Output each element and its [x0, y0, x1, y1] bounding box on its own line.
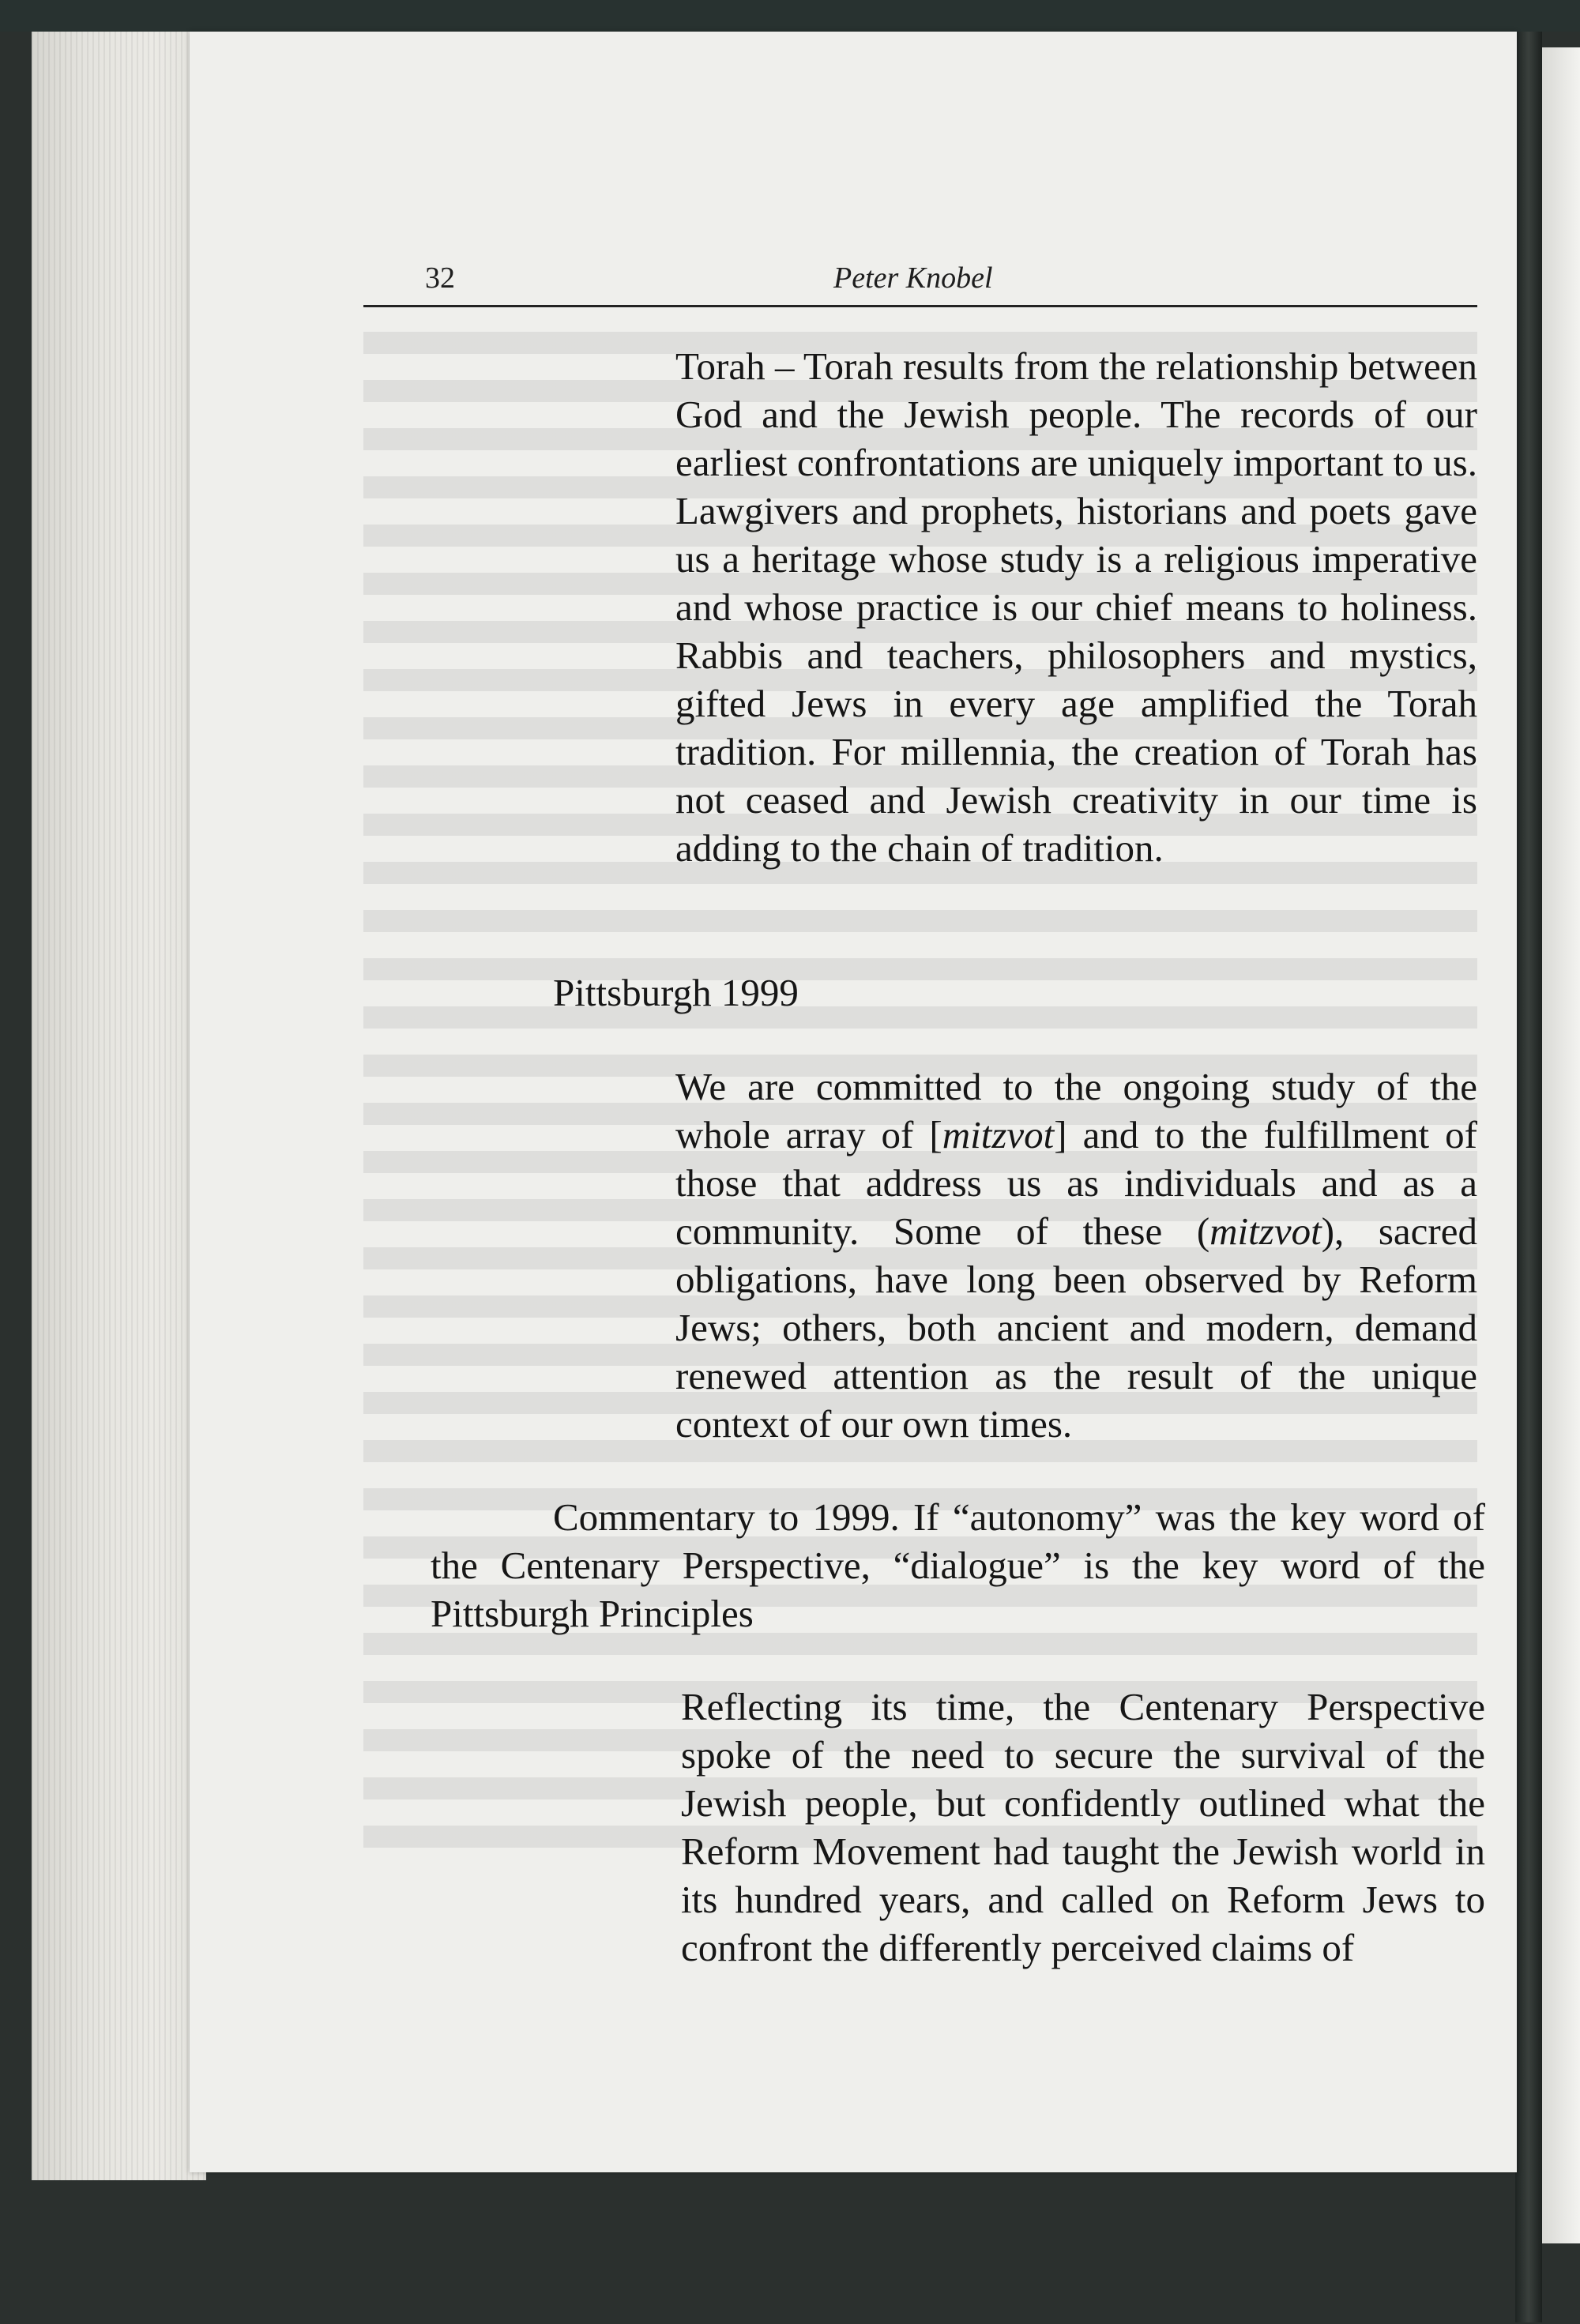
reflecting-paragraph: Reflecting its time, the Centenary Perspective spoke of the need to secure the survival of the Jewish people, but confidently outlined what the Reform Movement had taught the Jewish world in its hundred years, and called on Reform Jews to confront the differently perceived claims of: [681, 1685, 1485, 1969]
commentary-text: Commentary to 1999. If “autonomy” was the key word of the Centenary Perspective, “dialogue” is the key word of the Pittsburgh Principles: [431, 1495, 1485, 1635]
backdrop: [0, 0, 1580, 32]
mitzvot-term-2: mitzvot: [1209, 1209, 1322, 1253]
pittsburgh-text-part-2: ] and to the fulfillment of those that address us as individuals and as a community. Some of these (: [675, 1113, 1477, 1253]
facing-page-edge: [1542, 47, 1580, 2243]
page-stack-edges: [32, 32, 206, 2180]
page-number: 32: [425, 261, 455, 295]
book-spine: [1515, 32, 1542, 2322]
pittsburgh-text-part-3: ), sacred obligations, have long been observed by Reform Jews; others, both ancient and modern, demand renewed attention as the result of the unique context of our own times.: [675, 1209, 1477, 1446]
mitzvot-term: mitzvot: [942, 1113, 1055, 1156]
commentary-paragraph: [431, 1493, 1485, 1638]
section-heading: Pittsburgh 1999: [553, 971, 799, 1014]
torah-paragraph: Torah – Torah results from the relationship between God and the Jewish people. The records of our earliest confrontations are uniquely important to us. Lawgivers and prophets, historians and poets gave us a heritage whose study is a religious imperative and whose practice is our chief means to holiness. Rabbis and teachers, philosophers and mystics, gifted Jews in every age amplified the Torah tradition. For millennia, the creation of Torah has not ceased and Jewish creativity in our time is adding to the chain of tradition.: [675, 344, 1477, 870]
header-author: Peter Knobel: [833, 261, 993, 295]
running-head: [363, 261, 1477, 307]
pittsburgh-paragraph: [675, 1062, 1477, 1448]
pittsburgh-text-part-1: We are committed to the ongoing study of the whole array of [: [675, 1065, 1477, 1156]
